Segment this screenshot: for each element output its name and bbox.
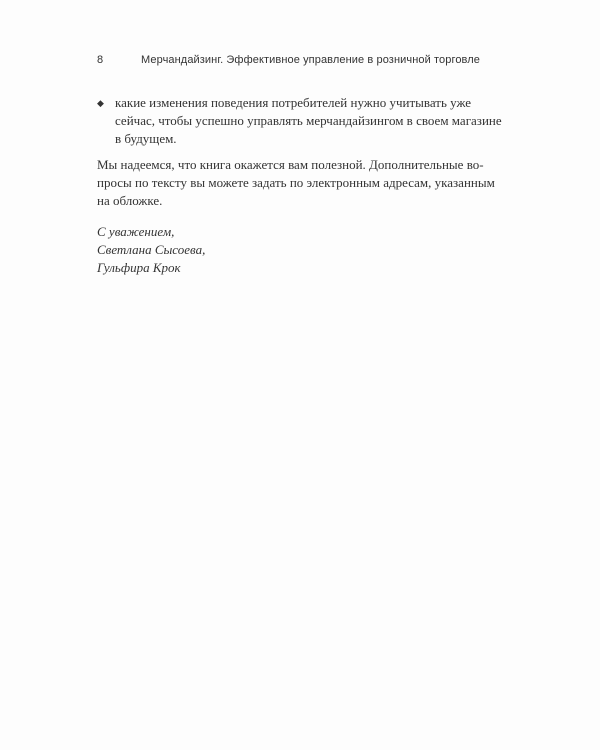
signature-author-2: Гульфира Крок (97, 260, 181, 275)
signature-author-1: Светлана Сысоева, (97, 242, 206, 257)
signature-block (97, 223, 507, 277)
signature-closing: С уважением, (97, 224, 175, 239)
closing-paragraph (97, 156, 507, 210)
body-text (97, 94, 507, 277)
page-header (97, 54, 505, 70)
paragraph-line-3: на обложке. (97, 193, 163, 208)
paragraph-line-1: Мы надеемся, что книга окажется вам полезной. Дополнительные во- (97, 157, 484, 172)
diamond-bullet-icon: ◆ (97, 98, 104, 108)
bullet-list-item (97, 94, 507, 148)
paragraph-line-2: просы по тексту вы можете задать по электронным адресам, указанным (97, 175, 495, 190)
bullet-line-2: сейчас, чтобы успешно управлять мерчандайзингом в своем магазине (115, 113, 502, 128)
running-title: Мерчандайзинг. Эффективное управление в розничной торговле (141, 54, 480, 66)
page-number: 8 (97, 54, 104, 66)
bullet-line-1: какие изменения поведения потребителей нужно учитывать уже (115, 95, 472, 110)
bullet-text (115, 94, 507, 148)
bullet-line-3: в будущем. (115, 131, 177, 146)
